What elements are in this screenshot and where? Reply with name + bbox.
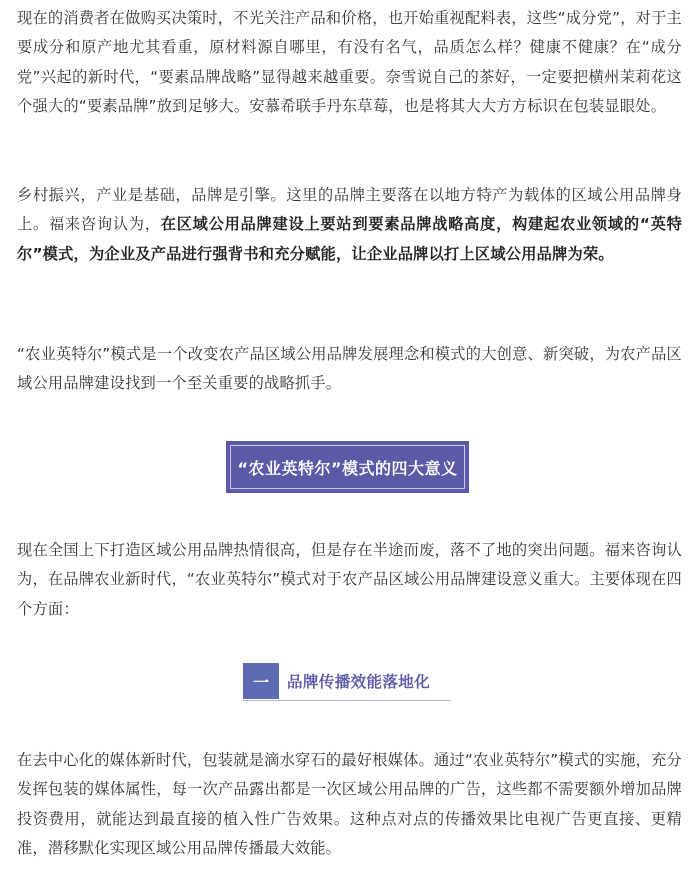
text-run: “农业英特尔”模式是一个改变农产品区域公用品牌发展理念和模式的大创意、新突破，为农产品区域公用品牌建设找到一个至关重要的战略抓手。: [17, 345, 682, 393]
text-run: 乡村振兴，产业是基础，品牌是引擎。这里的品牌主要落在以地方特产为载体的区域公用品牌身上。福来咨询认为，: [17, 186, 682, 234]
banner-title: “农业英特尔”模式的四大意义: [237, 458, 458, 478]
subheading-number-badge: 一: [243, 663, 279, 699]
subheading-title: 品牌传播效能落地化: [287, 673, 431, 691]
paragraph-rural-revitalization: [17, 181, 682, 269]
subheading-underline: [243, 700, 451, 701]
subheading: [243, 663, 451, 703]
text-run: 现在全国上下打造区域公用品牌热情很高，但是存在半途而废，落不了地的突出问题。福来咨询认为，在品牌农业新时代，“农业英特尔”模式对于农产品区域公用品牌建设意义重大。主要体现在四个方面：: [17, 541, 682, 618]
text-run: 在去中心化的媒体新时代，包装就是滴水穿石的最好根媒体。通过“农业英特尔”模式的实施，充分发挥包装的媒体属性，每一次产品露出都是一次区域公用品牌的广告，这些都不需要额外增加品牌投资费用，就能达到最直接的植入性广告效果。这种点对点的传播效果比电视广告更直接、更精准，潜移默化实现区域公用品牌传播最大效能。: [17, 751, 682, 858]
text-run: 现在的消费者在做购买决策时，不光关注产品和价格，也开始重视配料表，这些“成分党”，对于主要成分和原产地尤其看重，原材料源自哪里，有没有名气，品质怎么样？健康不健康？在“成分党”兴起的新时代，“要素品牌战略”显得越来越重要。奈雪说自己的茶好，一定要把横州茉莉花这个强大的“要素品牌”放到足够大。安慕希联手丹东草莓，也是将其大大方方标识在包装显眼处。: [17, 9, 682, 116]
paragraph-four-significances-intro: [17, 536, 682, 624]
paragraph-packaging-media: [17, 746, 682, 864]
paragraph-consumer-ingredients: [17, 4, 682, 122]
bold-text-run: 在区域公用品牌建设上要站到要素品牌战略高度，构建起农业领域的“英特尔”模式，为企业及产品进行强背书和充分赋能，让企业品牌以打上区域公用品牌为荣。: [17, 215, 683, 263]
section-banner: [226, 441, 469, 493]
paragraph-agri-intel-model: [17, 340, 682, 399]
